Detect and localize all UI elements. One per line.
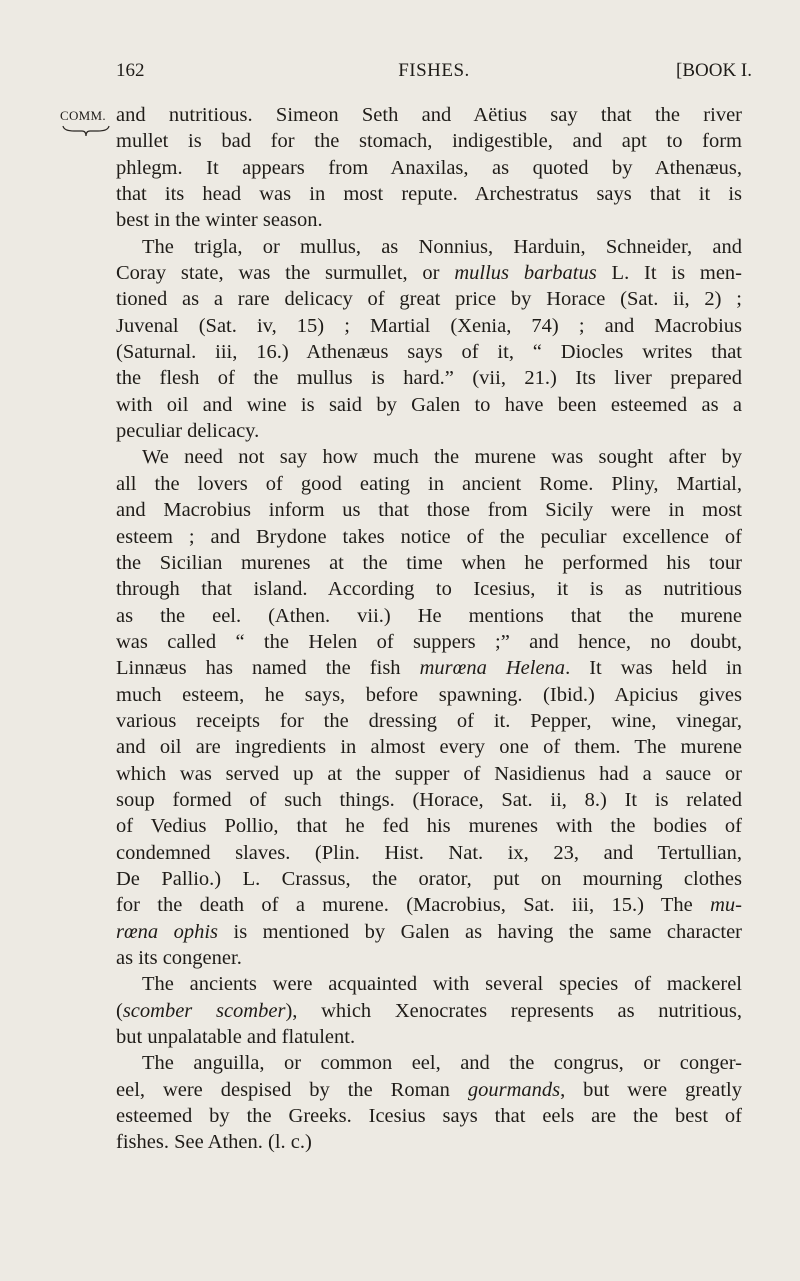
text-line: peculiar delicacy. (116, 420, 260, 443)
text-line: and oil are ingredients in almost every one of them. The murene (116, 736, 742, 759)
text-line: (scomber scomber), which Xenocrates represents as nutritious, (116, 999, 743, 1022)
body-text (116, 102, 742, 1156)
text-line: with oil and wine is said by Galen to have been esteemed as a (116, 393, 742, 416)
text-line: Linnæus has named the fish murœna Helena. It was held in (116, 657, 742, 680)
text-line: esteem ; and Brydone takes notice of the peculiar excellence of (116, 525, 742, 548)
text-line: but unpalatable and flatulent. (116, 1026, 356, 1049)
text-line: which was served up at the supper of Nasidienus had a sauce or (116, 762, 742, 785)
text-line: fishes. See Athen. (l. c.) (116, 1131, 312, 1154)
paragraph (116, 1050, 742, 1155)
text-line: Coray state, was the surmullet, or mullus barbatus L. It is men- (116, 262, 743, 285)
paragraph (116, 102, 742, 234)
text-line: eel, were despised by the Roman gourmands, but were greatly (116, 1078, 742, 1101)
text-line: as the eel. (Athen. vii.) He mentions that the murene (116, 604, 742, 627)
text-line: condemned slaves. (Plin. Hist. Nat. ix, 23, and Tertullian, (116, 841, 742, 864)
text-line: was called “ the Helen of suppers ;” and hence, no doubt, (116, 630, 742, 653)
text-line: soup formed of such things. (Horace, Sat. ii, 8.) It is related (116, 788, 742, 811)
text-line: and Macrobius inform us that those from Sicily were in most (116, 499, 742, 522)
commentary-side-note: COMM. (60, 108, 106, 123)
text-line: The ancients were acquainted with several species of mackerel (142, 973, 742, 996)
text-line: as its congener. (116, 947, 242, 969)
text-line: best in the winter season. (116, 209, 323, 232)
text-line: phlegm. It appears from Anaxilas, as quoted by Athenæus, (116, 156, 742, 179)
paragraph (116, 234, 742, 445)
text-line: The trigla, or mullus, as Nonnius, Harduin, Schneider, and (142, 235, 742, 258)
brace-icon (62, 124, 110, 138)
text-line: of Vedius Pollio, that he fed his murenes with the bodies of (116, 815, 742, 838)
page-header (116, 60, 752, 90)
text-line: that its head was in most repute. Archestratus says that it is (116, 183, 742, 206)
running-title: FISHES. (398, 60, 470, 81)
text-line: the flesh of the mullus is hard.” (vii, 21.) Its liver prepared (116, 367, 742, 390)
text-line: rœna ophis is mentioned by Galen as having the same character (116, 920, 742, 943)
text-line: tioned as a rare delicacy of great price by Horace (Sat. ii, 2) ; (116, 288, 742, 311)
text-line: and nutritious. Simeon Seth and Aëtius say that the river (116, 104, 742, 126)
text-line: De Pallio.) L. Crassus, the orator, put on mourning clothes (116, 867, 742, 890)
text-line: much esteem, he says, before spawning. (Ibid.) Apicius gives (116, 683, 742, 706)
text-line: for the death of a murene. (Macrobius, Sat. iii, 15.) The mu- (116, 894, 742, 917)
text-line: (Saturnal. iii, 16.) Athenæus says of it, “ Diocles writes that (116, 341, 742, 364)
text-line: through that island. According to Icesius, it is as nutritious (116, 578, 742, 601)
paragraph (116, 444, 742, 971)
text-line: various receipts for the dressing of it. Pepper, wine, vinegar, (116, 709, 742, 732)
text-line: all the lovers of good eating in ancient Rome. Pliny, Martial, (116, 472, 742, 495)
paragraph (116, 971, 742, 1050)
text-line: Juvenal (Sat. iv, 15) ; Martial (Xenia, 74) ; and Macrobius (116, 314, 742, 337)
text-line: We need not say how much the murene was sought after by (142, 446, 742, 469)
text-line: mullet is bad for the stomach, indigestible, and apt to form (116, 130, 742, 153)
page-number: 162 (116, 60, 145, 81)
text-line: esteemed by the Greeks. Icesius says that eels are the best of (116, 1105, 742, 1128)
book-reference: [BOOK I. (676, 60, 752, 81)
text-line: The anguilla, or common eel, and the congrus, or conger- (142, 1052, 742, 1075)
text-line: the Sicilian murenes at the time when he performed his tour (116, 551, 742, 574)
